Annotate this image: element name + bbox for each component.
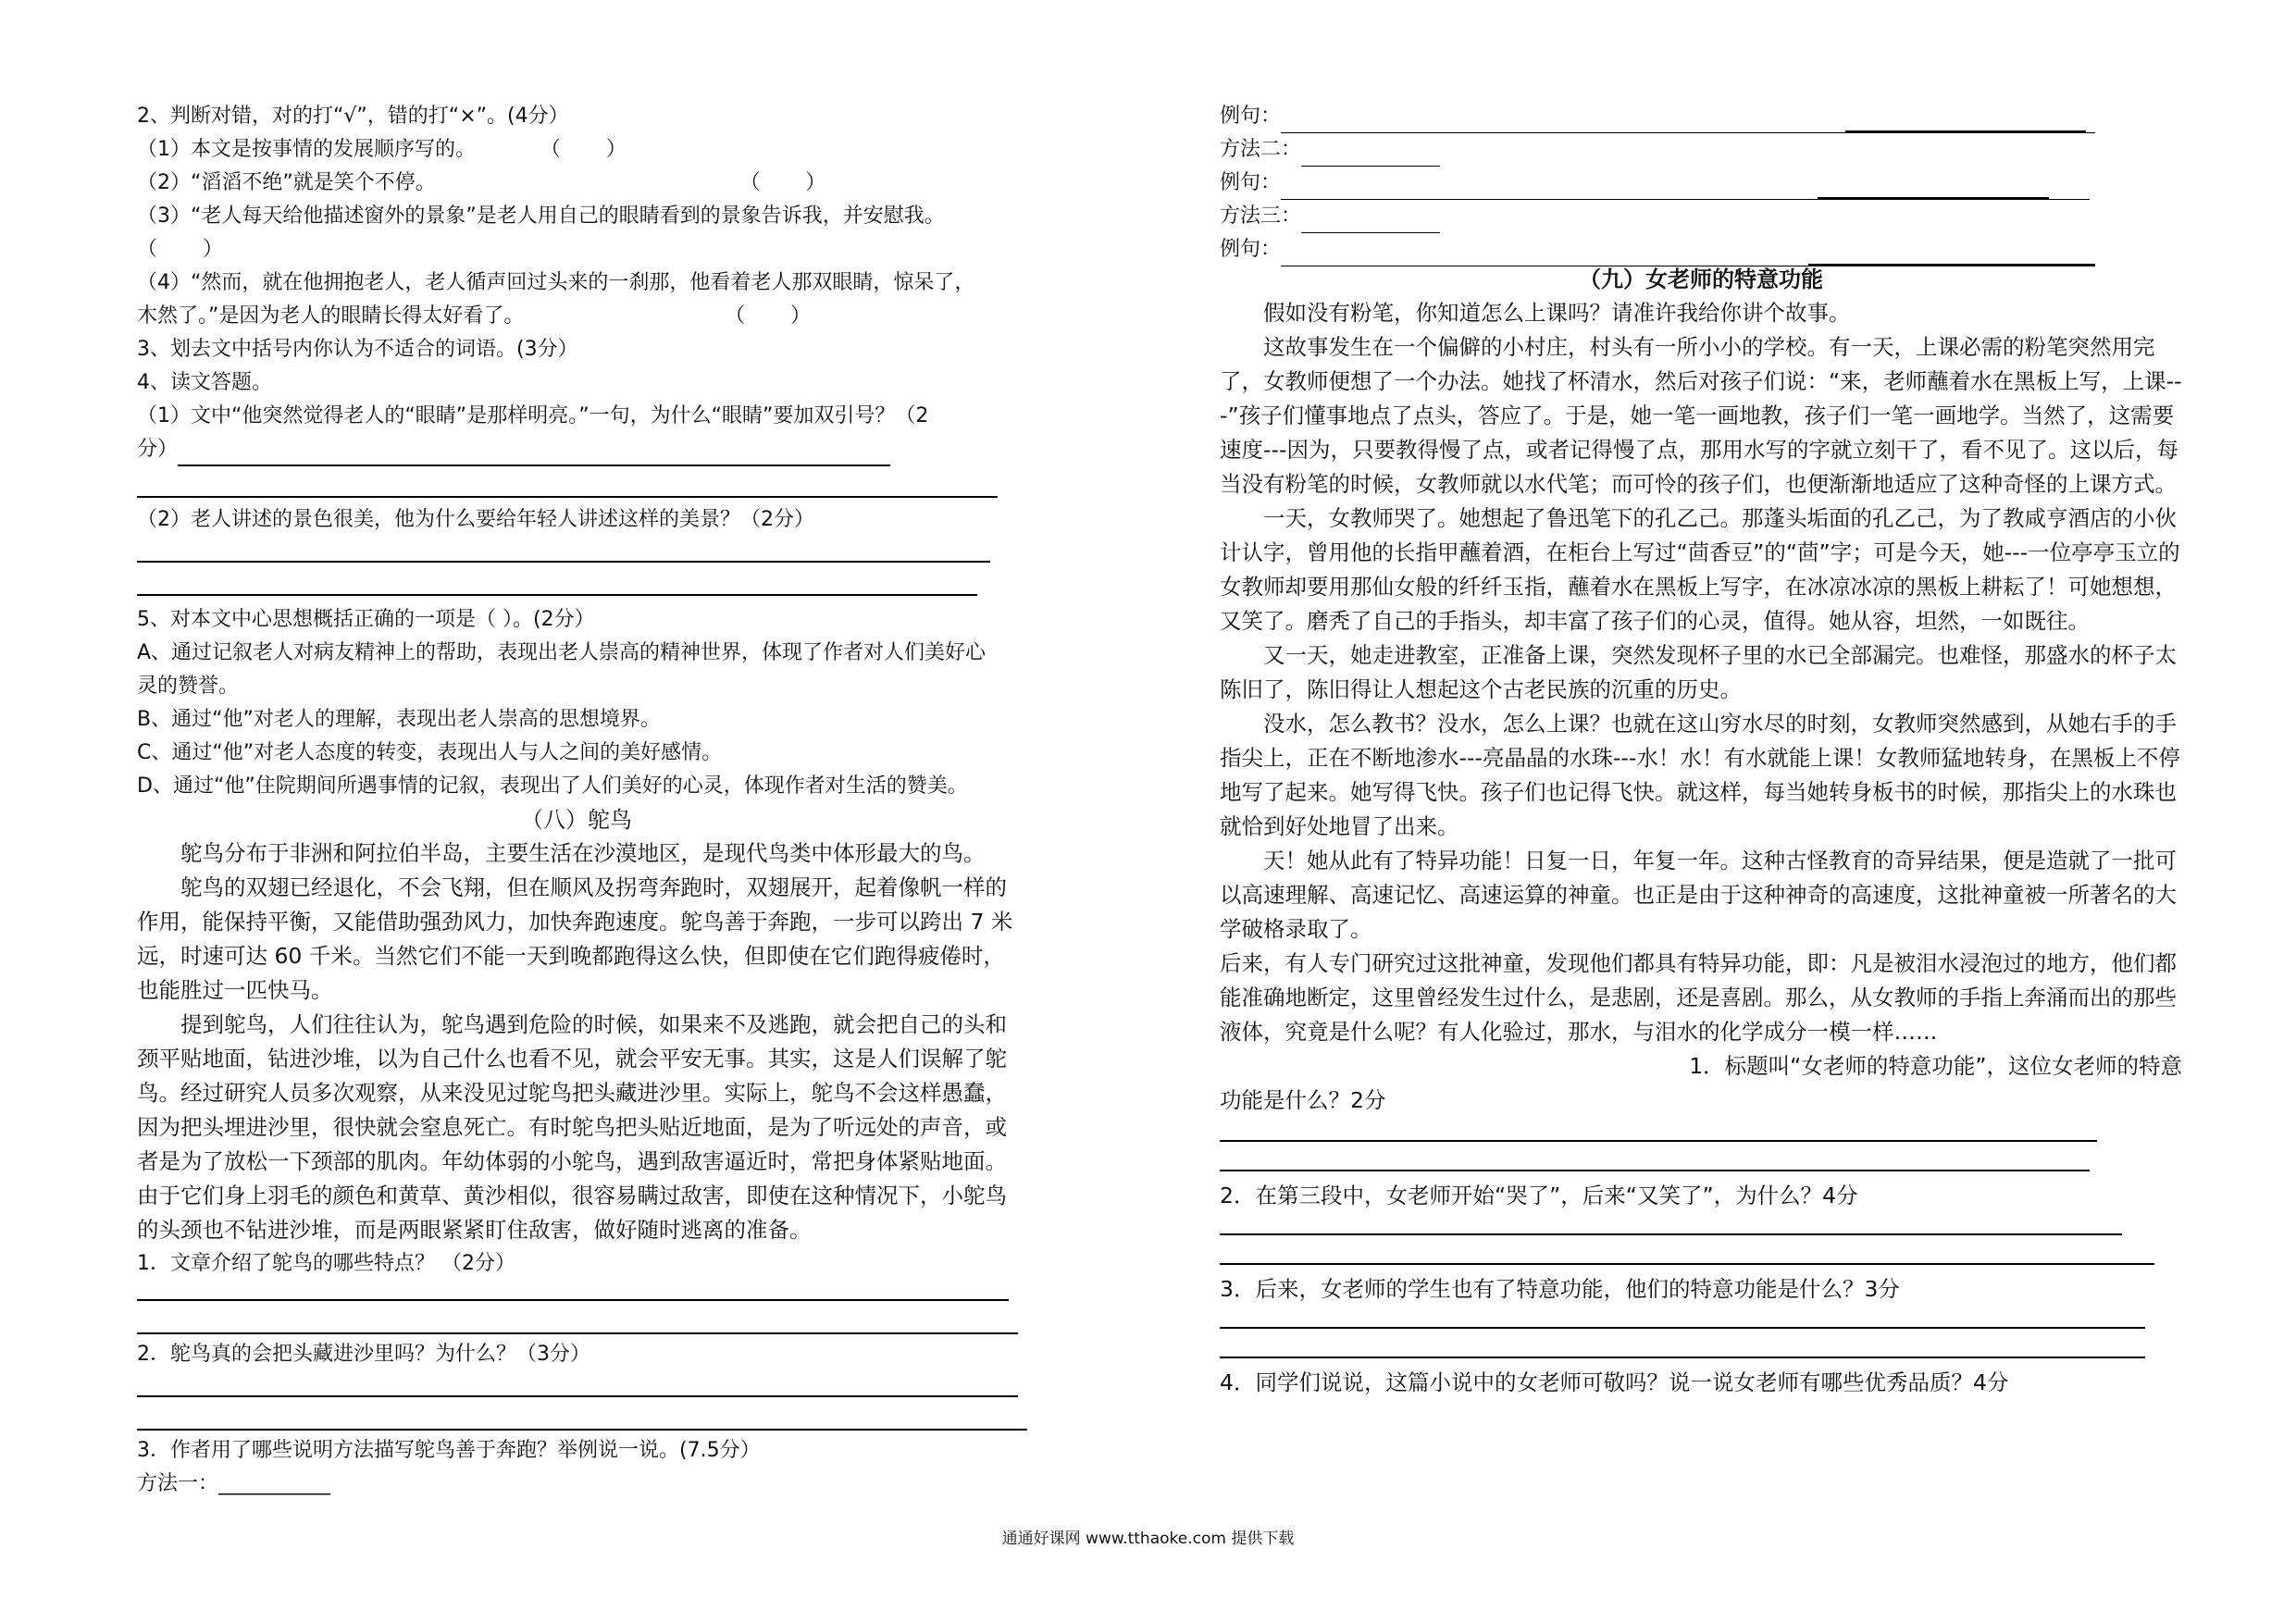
section9-paragraph: 后来，有人专门研究过这批神童，发现他们都具有特异功能，即：凡是被泪水浸泡过的地方，他们都能准确地断定，这里曾经发生过什么，是悲剧，还是喜剧。那么，从女教师的手指上奔涌而出的那些液体，究竟是什么呢？有人化验过，那水，与泪水的化学成分一模一样…… — [1220, 950, 2177, 1045]
q4-sub2: （2）老人讲述的景色很美，他为什么要给年轻人讲述这样的美景？（2分） — [137, 508, 814, 531]
section9-question-4: 4．同学们说说，这篇小说中的女老师可敬吗？说一说女老师有哪些优秀品质？4分 — [1220, 1369, 2009, 1395]
right-column — [1220, 100, 2182, 1400]
q5-option-c: C、通过“他”对老人态度的转变，表现出人与人之间的美好感情。 — [137, 741, 723, 764]
q4-title: 4、读文答题。 — [137, 371, 272, 394]
method-1-blank[interactable]: 方法一：___________ — [137, 1472, 331, 1495]
q5-title: 5、对本文中心思想概括正确的一项是（ ）。(2分） — [137, 608, 595, 631]
q2-item-3-bracket: （ ） — [137, 238, 223, 261]
answer-line[interactable] — [137, 1281, 1009, 1301]
section8-question-2: 2．鸵鸟真的会把头藏进沙里吗？为什么？（3分） — [137, 1343, 590, 1366]
answer-line[interactable] — [1220, 1213, 2122, 1235]
answer-line[interactable] — [1220, 1235, 2154, 1265]
example-label: 例句： — [1220, 105, 1282, 128]
q2-item-1: （1）本文是按事情的发展顺序写的。 （ ） — [137, 138, 627, 161]
method-2-label: 方法二： — [1220, 138, 1302, 161]
section9-paragraph: 一天，女教师哭了。她想起了鲁迅笔下的孔乙己。那蓬头垢面的孔乙己，为了教咸亨酒店的小伙计认字，曾用他的长指甲蘸着酒，在柜台上写过“茴香豆”的“茴”字；可是今天，她---一位亭亭玉立的女教师却要用那仙女般的纤纤玉指，蘸着水在黑板上写字，在冰凉冰凉的黑板上耕耘了！可她想想，又笑了。磨秃了自己的手指头，却丰富了孩子们的心灵，值得。她从容，坦然，一如既往。 — [1220, 505, 2180, 634]
section8-paragraph: 鸵鸟分布于非洲和阿拉伯半岛，主要生活在沙漠地区，是现代鸟类中体形最大的鸟。 — [180, 840, 986, 866]
answer-line[interactable] — [137, 563, 977, 596]
answer-line[interactable] — [1220, 1307, 2145, 1329]
section8-question-1: 1．文章介绍了鸵鸟的哪些特点？ （2分） — [137, 1252, 515, 1275]
q2-title: 2、判断对错，对的打“√”，错的打“×”。(4分） — [137, 105, 569, 128]
example-label: 例句： — [1220, 238, 1282, 261]
q2-item-2: （2）“滔滔不绝”就是笑个不停。 （ ） — [137, 171, 826, 194]
q2-item-4-cont: 木然了。”是因为老人的眼睛长得太好看了。 （ ） — [137, 304, 812, 328]
example-line[interactable] — [1220, 233, 2182, 266]
section9-question-3: 3．后来，女老师的学生也有了特意功能，他们的特意功能是什么？3分 — [1220, 1276, 1900, 1302]
section9-question-2: 2．在第三段中，女老师开始“哭了”，后来“又笑了”，为什么？4分 — [1220, 1183, 1858, 1208]
q5-option-a-cont: 灵的赞誉。 — [137, 675, 240, 698]
q4-sub1-answer-line[interactable] — [137, 433, 1016, 466]
left-column — [137, 100, 1016, 1501]
q2-item-3: （3）“老人每天给他描述窗外的景象”是老人用自己的眼睛看到的景象告诉我，并安慰我。 — [137, 204, 945, 228]
section9-paragraph: 这故事发生在一个偏僻的小村庄，村头有一所小小的学校。有一天，上课必需的粉笔突然用完了，女教师便想了一个办法。她找了杯清水，然后对孩子们说：“来，老师蘸着水在黑板上写，上课---”孩子们懂事地点了点头，答应了。于是，她一笔一画地教，孩子们一笔一画地学。当然了，这需要速度---因为，只要教得慢了点，或者记得慢了点，那用水写的字就立刻干了，看不见了。这以后，每当没有粉笔的时候，女教师就以水代笔；而可怜的孩子们，也便渐渐地适应了这种奇怪的上课方式。 — [1220, 334, 2182, 497]
section9-question-1-cont: 功能是什么？2分 — [1220, 1087, 1386, 1113]
example-line[interactable] — [1220, 167, 2182, 200]
answer-line[interactable] — [1220, 1142, 2090, 1171]
section8-paragraph: 提到鸵鸟，人们往往认为，鸵鸟遇到危险的时候，如果来不及逃跑，就会把自己的头和颈平贴地面，钻进沙堆，以为自己什么也看不见，就会平安无事。其实，这是人们误解了鸵鸟。经过研究人员多次观察，从来没见过鸵鸟把头藏进沙里。实际上，鸵鸟不会这样愚蠢，因为把头埋进沙里，很快就会窒息死亡。有时鸵鸟把头贴近地面，是为了听远处的声音，或者是为了放松一下颈部的肌肉。年幼体弱的小鸵鸟，遇到敌害逼近时，常把身体紧贴地面。由于它们身上羽毛的颜色和黄草、黄沙相似，很容易瞒过敌害，即使在这种情况下，小鸵鸟的头颈也不钻进沙堆，而是两眼紧紧盯住敌害，做好随时逃离的准备。 — [137, 1011, 1007, 1243]
section9-paragraph: 没水，怎么教书？没水，怎么上课？也就在这山穷水尽的时刻，女教师突然感到，从她右手的手指尖上，正在不断地渗水---亮晶晶的水珠---水！水！有水就能上课！女教师猛地转身，在黑板上不停地写了起来。她写得飞快。孩子们也记得飞快。就这样，每当她转身板书的时候，那指尖上的水珠也就恰到好处地冒了出来。 — [1220, 711, 2180, 839]
q5-option-b: B、通过“他”对老人的理解，表现出老人崇高的思想境界。 — [137, 708, 661, 731]
answer-line[interactable] — [137, 1397, 1027, 1431]
section9-question-1: 1．标题叫“女老师的特意功能”，这位女老师的特意 — [1689, 1053, 2182, 1079]
section9-paragraph: 又一天，她走进教室，正准备上课，突然发现杯子里的水已全部漏完。也难怪，那盛水的杯子太陈旧了，陈旧得让人想起这个古老民族的沉重的历史。 — [1220, 642, 2177, 702]
answer-line[interactable] — [1220, 1118, 2097, 1142]
q5-option-d: D、通过“他”住院期间所遇事情的记叙，表现出了人们美好的心灵，体现作者对生活的赞美。 — [137, 774, 968, 798]
q3-title: 3、划去文中括号内你认为不适合的词语。(3分） — [137, 338, 578, 361]
q4-sub1-tail: 分） — [137, 438, 179, 461]
method-2-line[interactable] — [1220, 133, 2182, 167]
section9-paragraph: 天！她从此有了特异功能！日复一日，年复一年。这种古怪教育的奇异结果，便是造就了一批可以高速理解、高速记忆、高速运算的神童。也正是由于这种神奇的高速度，这批神童被一所著名的大学破格录取了。 — [1220, 848, 2177, 942]
answer-line[interactable] — [137, 466, 998, 498]
example-label: 例句： — [1220, 171, 1282, 194]
section8-title: （八）鸵鸟 — [521, 807, 632, 833]
answer-line[interactable] — [1220, 1329, 2145, 1358]
answer-line[interactable] — [137, 537, 990, 563]
method-3-label: 方法三： — [1220, 204, 1302, 228]
q4-sub1: （1）文中“他突然觉得老人的“眼睛”是那样明亮。”一句，为什么“眼睛”要加双引号？（2 — [137, 404, 929, 427]
section8-question-3: 3．作者用了哪些说明方法描写鸵鸟善于奔跑？举例说一说。(7.5分） — [137, 1439, 761, 1462]
answer-line[interactable] — [137, 1301, 1018, 1334]
method-3-line[interactable] — [1220, 200, 2182, 233]
footer: 通通好课网 www.tthaoke.com 提供下载 — [1001, 1530, 1295, 1548]
answer-line[interactable] — [137, 1371, 1018, 1397]
example-line[interactable] — [1220, 100, 2182, 133]
section9-title: （九）女老师的特意功能 — [1579, 266, 1823, 292]
section9-paragraph: 假如没有粉笔，你知道怎么上课吗？请准许我给你讲个故事。 — [1263, 300, 1851, 326]
q5-option-a: A、通过记叙老人对病友精神上的帮助，表现出老人崇高的精神世界，体现了作者对人们美好心 — [137, 641, 987, 664]
q2-item-4: （4）“然而，就在他拥抱老人，老人循声回过头来的一刹那，他看着老人那双眼睛，惊呆了， — [137, 271, 975, 294]
section8-paragraph: 鸵鸟的双翅已经退化，不会飞翔，但在顺风及拐弯奔跑时，双翅展开，起着像帆一样的作用，能保持平衡，又能借助强劲风力，加快奔跑速度。鸵鸟善于奔跑，一步可以跨出 7 米远，时速可达 60 千米。当然它们不能一天到晚都跑得这么快，但即使在它们跑得疲倦时，也能胜过一匹快马。 — [137, 874, 1013, 1003]
